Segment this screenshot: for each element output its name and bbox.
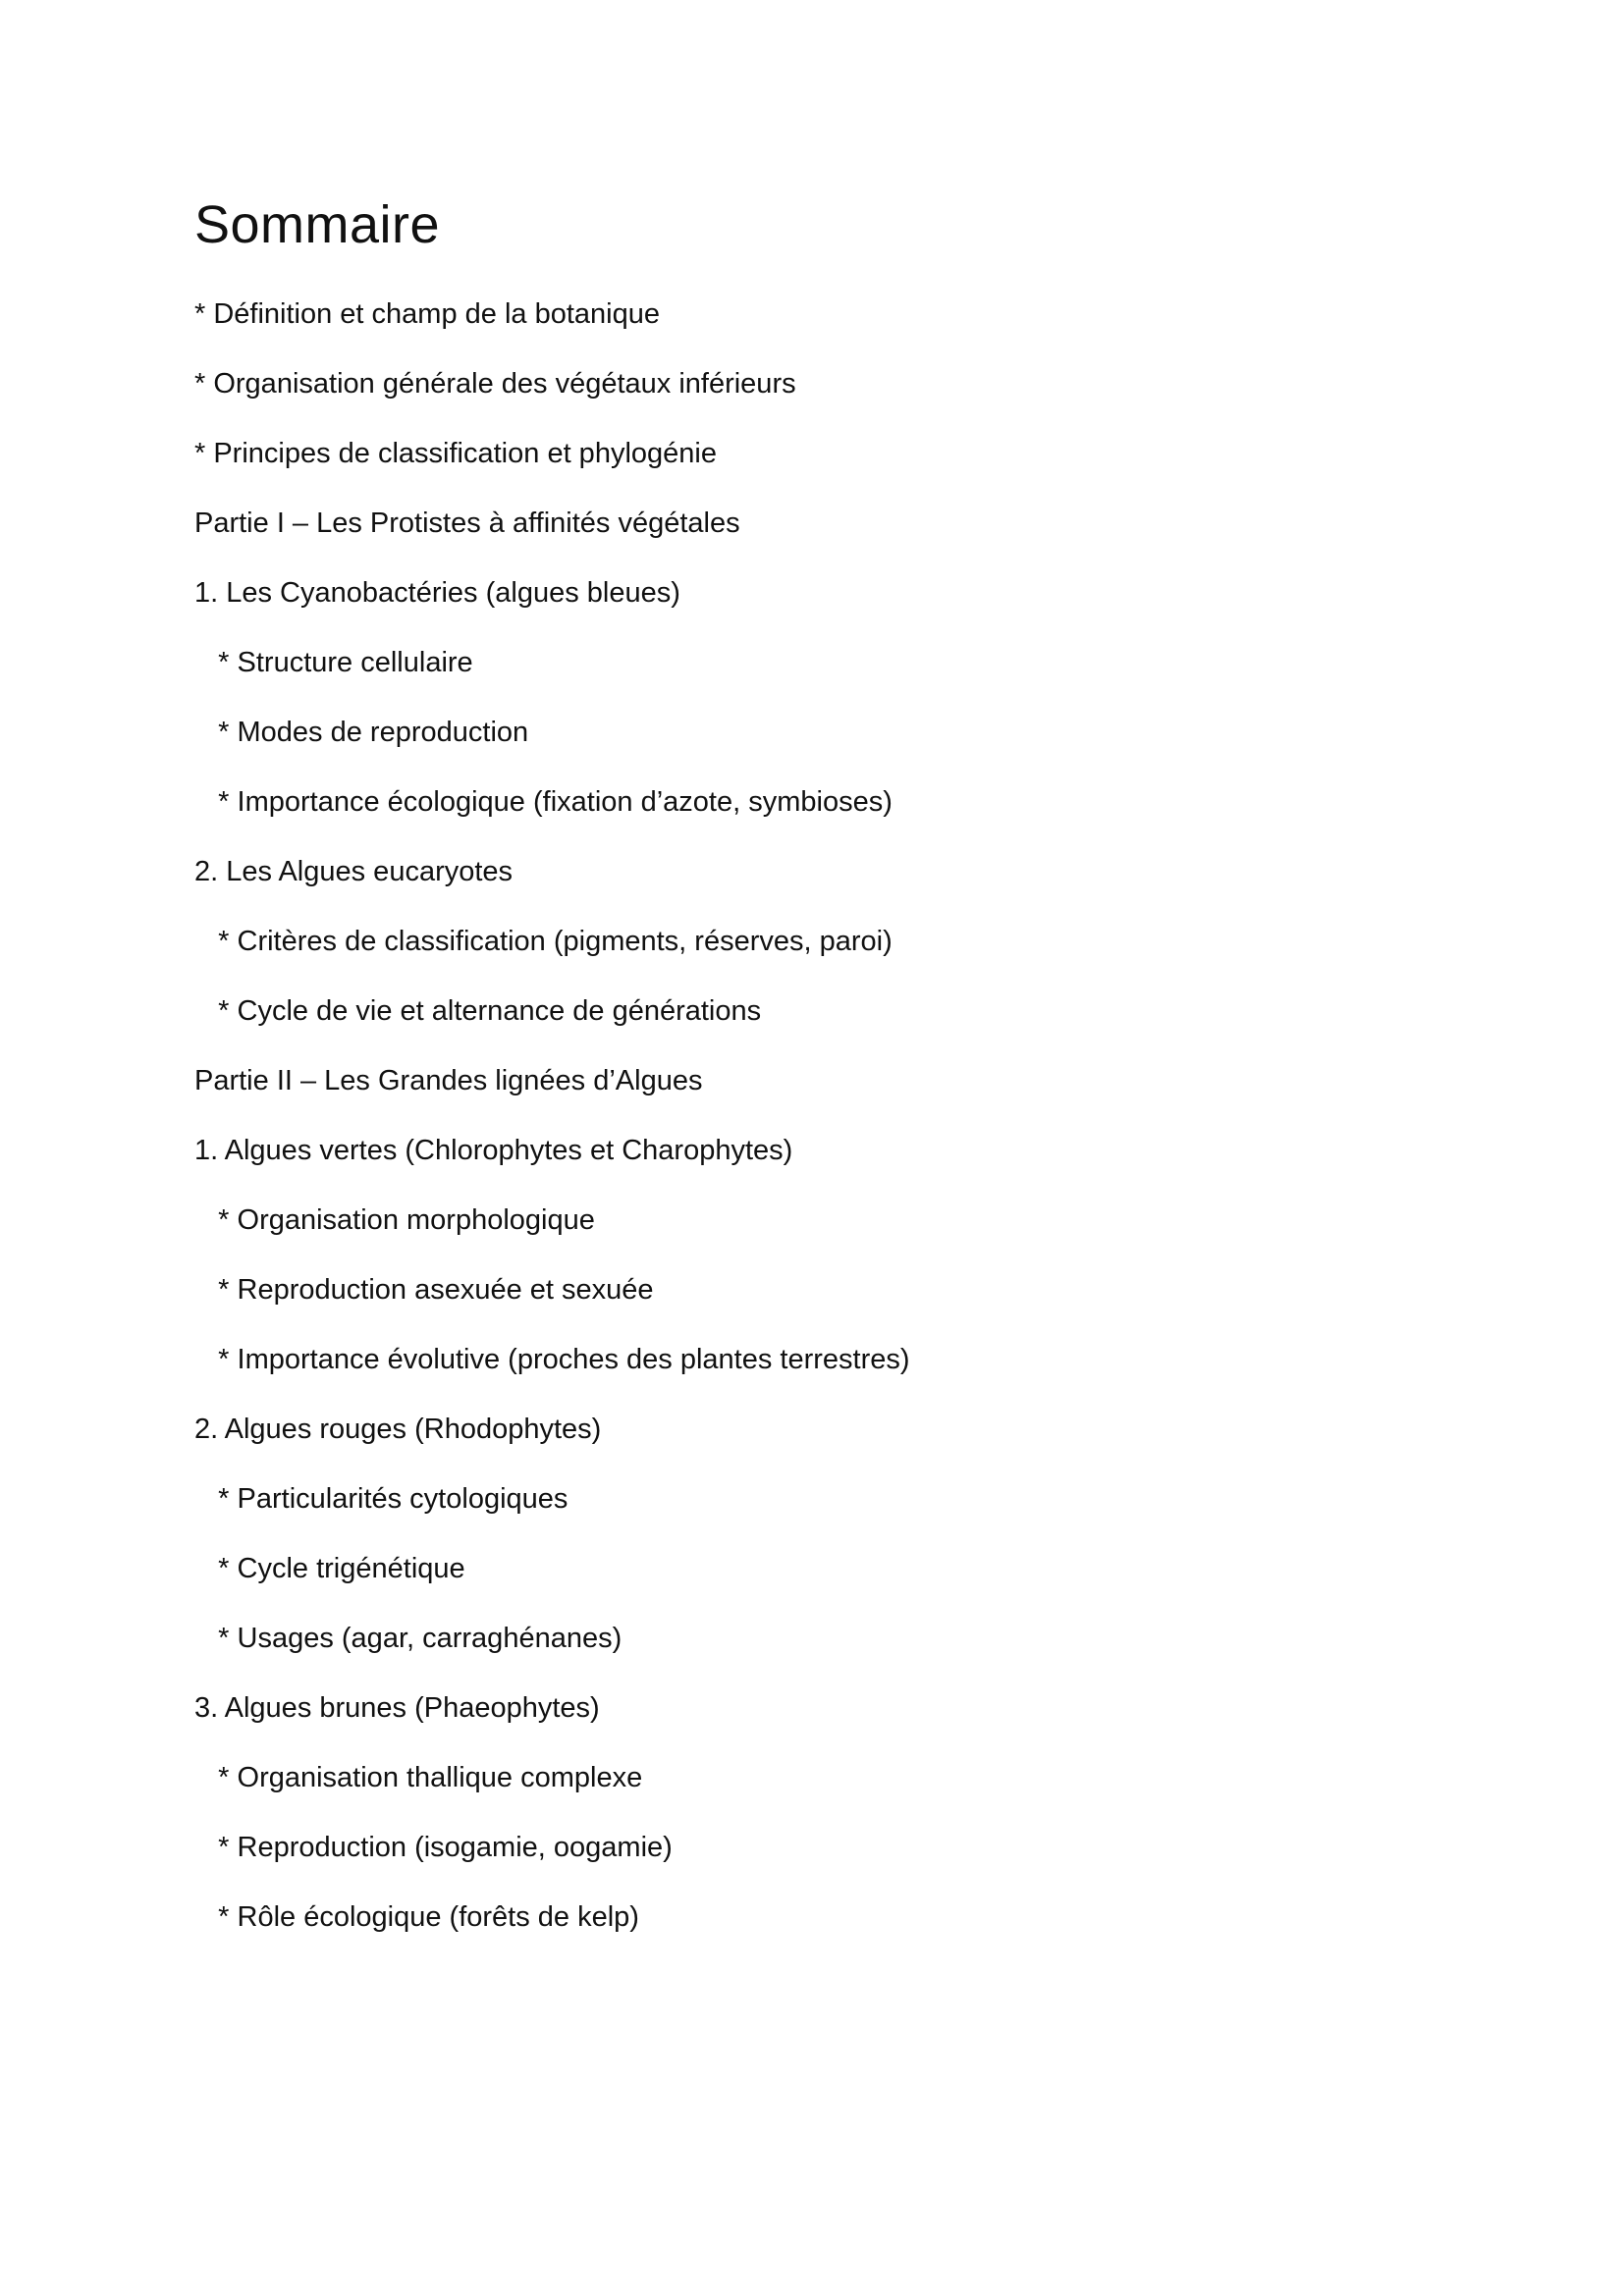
page-title: Sommaire bbox=[194, 195, 441, 254]
toc-entry: * Organisation générale des végétaux inférieurs bbox=[194, 368, 796, 400]
toc-entry: * Définition et champ de la botanique bbox=[194, 298, 660, 330]
toc-subentry: * Importance évolutive (proches des plantes terrestres) bbox=[194, 1344, 910, 1375]
toc-subentry: * Importance écologique (fixation d’azote, symbioses) bbox=[194, 786, 893, 818]
toc-chapter: 2. Algues rouges (Rhodophytes) bbox=[194, 1414, 602, 1445]
toc-chapter: 1. Les Cyanobactéries (algues bleues) bbox=[194, 577, 680, 609]
toc-subentry: * Cycle trigénétique bbox=[194, 1553, 465, 1584]
toc-subentry: * Reproduction (isogamie, oogamie) bbox=[194, 1832, 673, 1863]
toc-chapter: 1. Algues vertes (Chlorophytes et Charophytes) bbox=[194, 1135, 793, 1166]
toc-subentry: * Usages (agar, carraghénanes) bbox=[194, 1623, 623, 1654]
toc-subentry: * Reproduction asexuée et sexuée bbox=[194, 1274, 654, 1306]
toc-subentry: * Structure cellulaire bbox=[194, 647, 473, 678]
toc-chapter: 2. Les Algues eucaryotes bbox=[194, 856, 514, 887]
toc-entry: * Principes de classification et phylogénie bbox=[194, 438, 717, 469]
toc-subentry: * Particularités cytologiques bbox=[194, 1483, 568, 1515]
toc-chapter: 3. Algues brunes (Phaeophytes) bbox=[194, 1692, 600, 1724]
table-of-contents bbox=[194, 294, 910, 1967]
toc-section-heading: Partie I – Les Protistes à affinités végétales bbox=[194, 507, 740, 539]
toc-subentry: * Rôle écologique (forêts de kelp) bbox=[194, 1901, 639, 1933]
toc-section-heading: Partie II – Les Grandes lignées d’Algues bbox=[194, 1065, 703, 1096]
toc-subentry: * Cycle de vie et alternance de générations bbox=[194, 995, 762, 1027]
toc-subentry: * Organisation thallique complexe bbox=[194, 1762, 643, 1793]
toc-subentry: * Critères de classification (pigments, réserves, paroi) bbox=[194, 926, 893, 957]
toc-subentry: * Modes de reproduction bbox=[194, 717, 529, 748]
toc-subentry: * Organisation morphologique bbox=[194, 1204, 595, 1236]
